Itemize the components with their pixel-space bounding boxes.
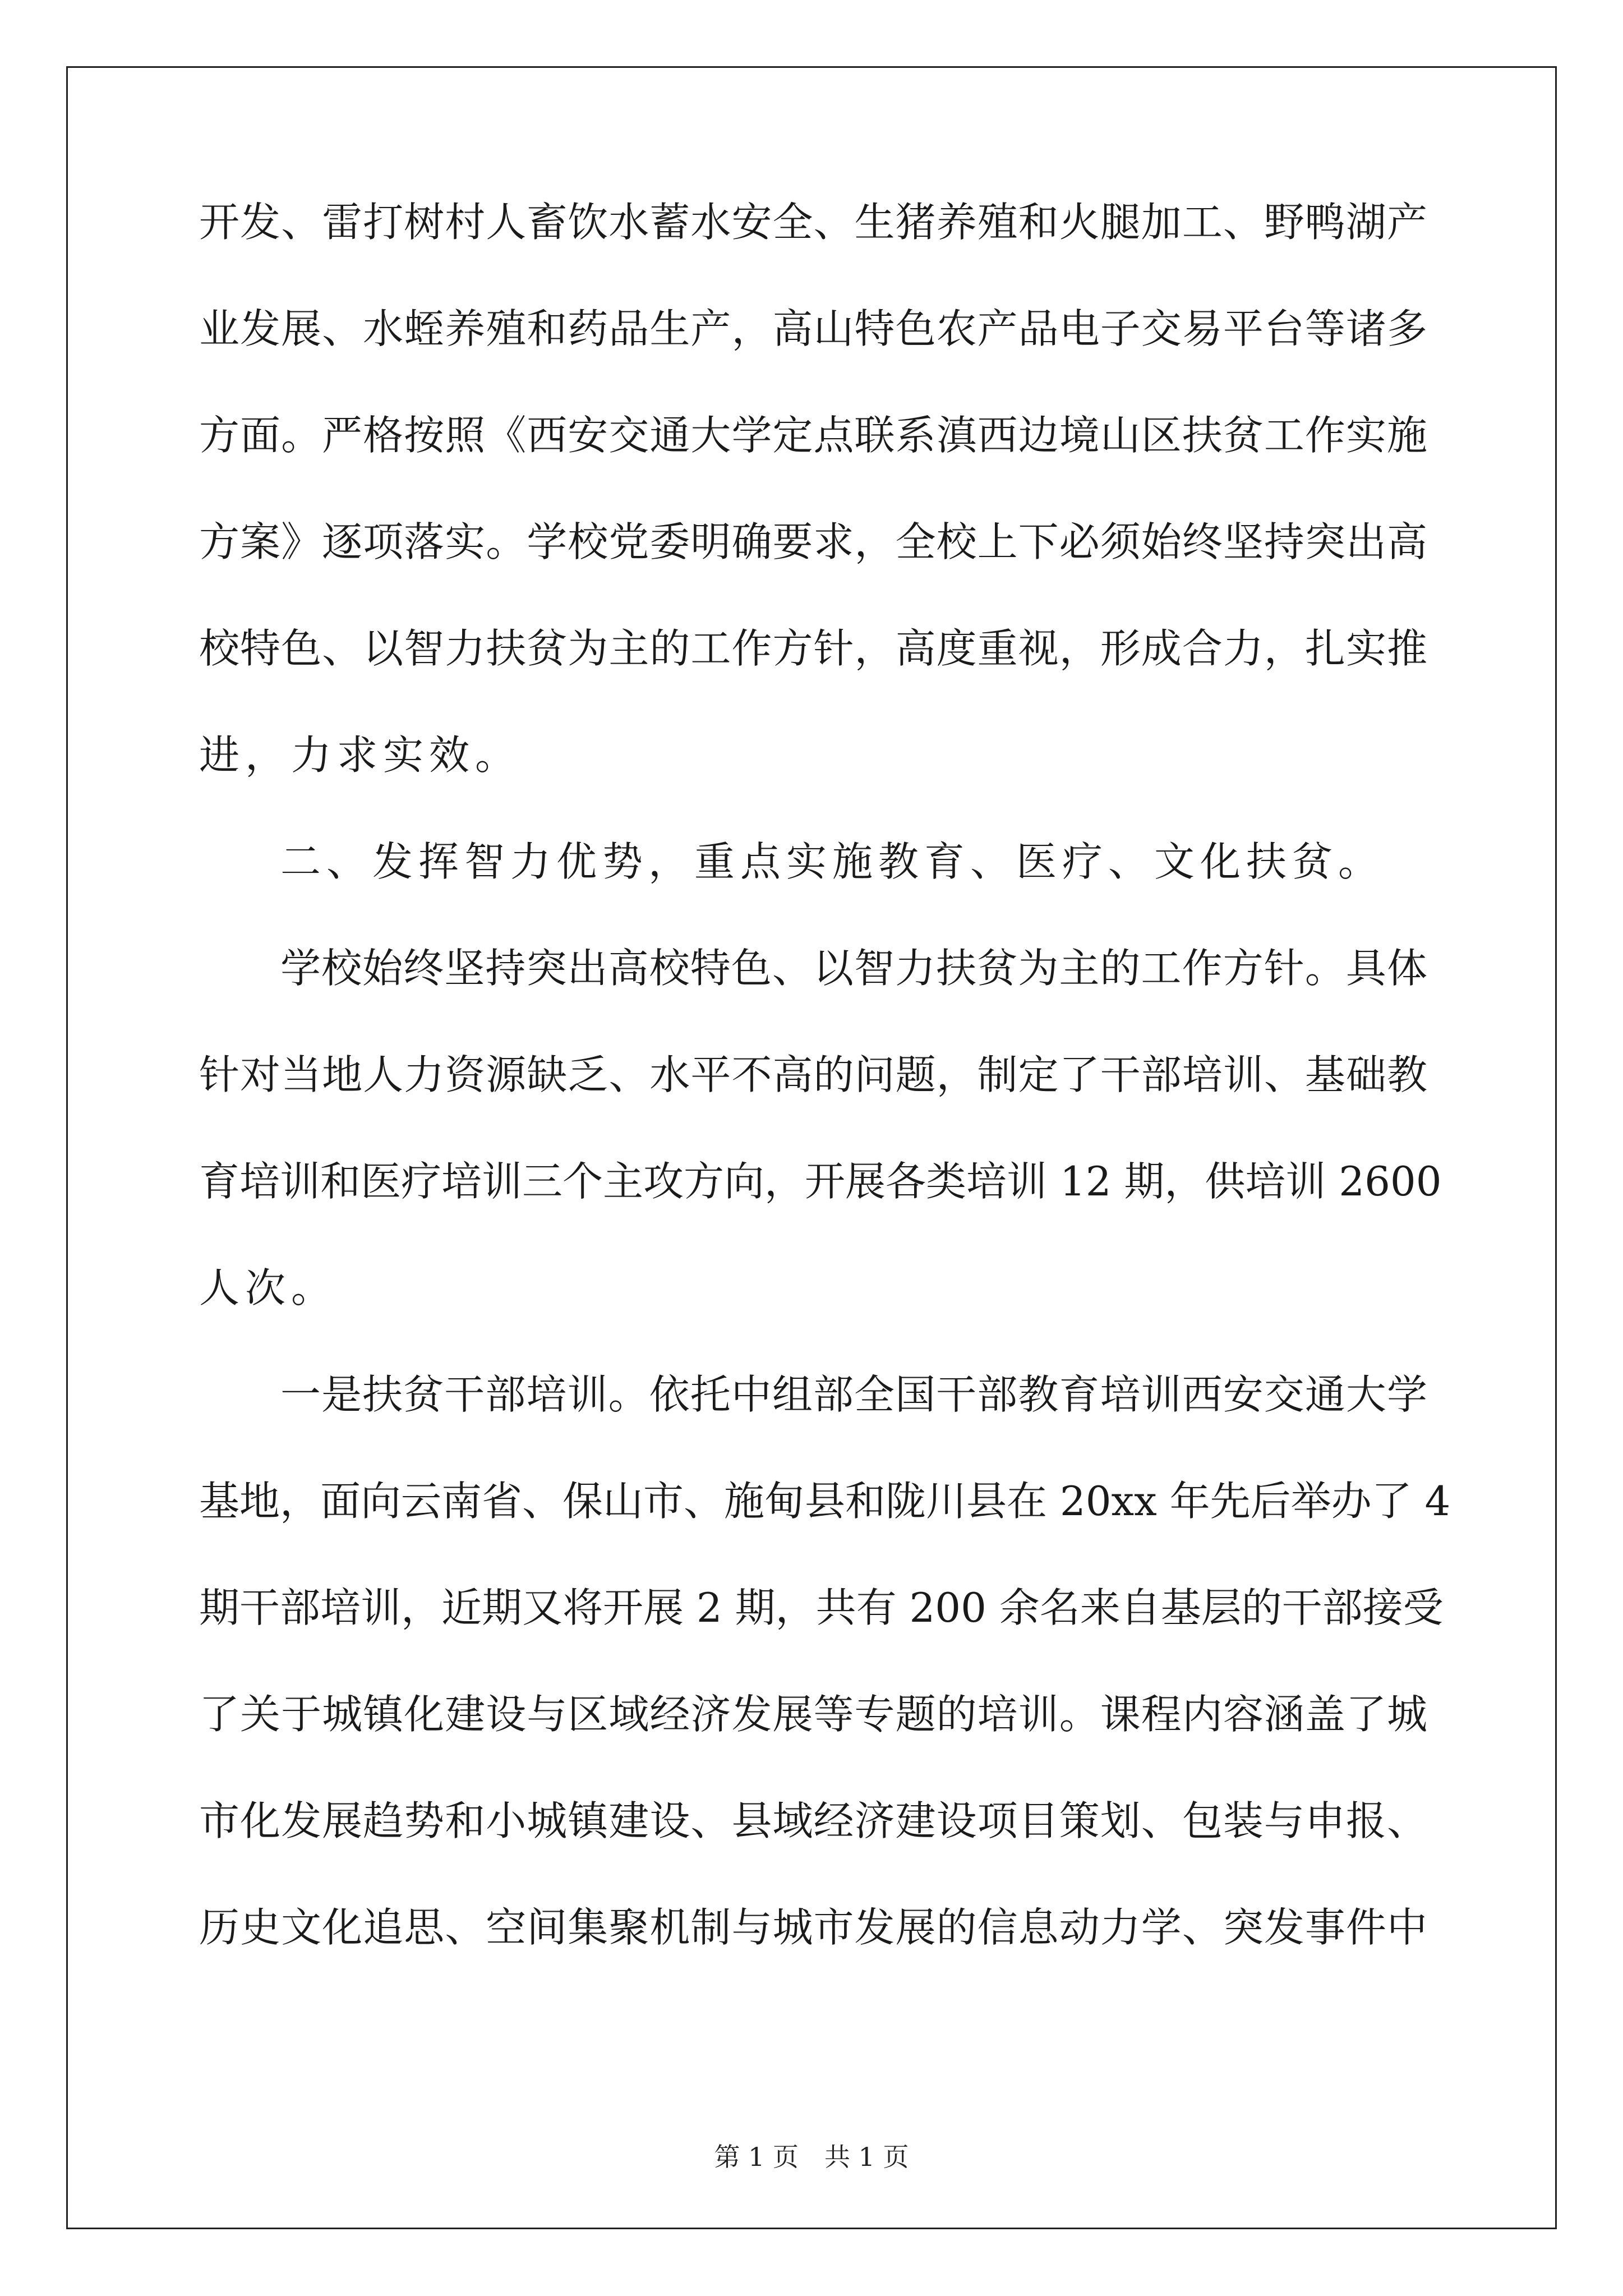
- text-line: 育培训和医疗培训三个主攻方向，开展各类培训 12 期，供培训 2600: [199, 1158, 1442, 1205]
- text-line: 针对当地人力资源缺乏、水平不高的问题，制定了干部培训、基础教: [199, 1051, 1427, 1098]
- text-line: 学校始终坚持突出高校特色、以智力扶贫为主的工作方针。具体: [280, 945, 1427, 992]
- text-line: 方案》逐项落实。学校党委明确要求，全校上下必须始终坚持突出高: [199, 518, 1427, 565]
- text-line: 业发展、水蛭养殖和药品生产，高山特色农产品电子交易平台等诸多: [199, 305, 1427, 352]
- text-line: 进，力求实效。: [199, 731, 522, 779]
- text-line: 一是扶贫干部培训。依托中组部全国干部教育培训西安交通大学: [280, 1371, 1427, 1418]
- text-line: 了关于城镇化建设与区域经济发展等专题的培训。课程内容涵盖了城: [199, 1691, 1427, 1738]
- text-line: 历史文化追思、空间集聚机制与城市发展的信息动力学、突发事件中: [199, 1904, 1427, 1951]
- text-line: 期干部培训，近期又将开展 2 期，共有 200 余名来自基层的干部接受: [199, 1584, 1444, 1631]
- text-line: 市化发展趋势和小城镇建设、县域经济建设项目策划、包装与申报、: [199, 1797, 1427, 1844]
- page-number: 第 1 页 共 1 页: [714, 2142, 909, 2172]
- section-heading: 二、发挥智力优势，重点实施教育、医疗、文化扶贫。: [280, 838, 1385, 885]
- text-line: 人次。: [199, 1264, 338, 1312]
- text-line: 开发、雷打树村人畜饮水蓄水安全、生猪养殖和火腿加工、野鸭湖产: [199, 199, 1427, 246]
- text-line: 方面。严格按照《西安交通大学定点联系滇西边境山区扶贫工作实施: [199, 412, 1427, 459]
- text-line: 校特色、以智力扶贫为主的工作方针，高度重视，形成合力，扎实推: [199, 625, 1427, 672]
- text-line: 基地，面向云南省、保山市、施甸县和陇川县在 20xx 年先后举办了 4: [199, 1478, 1451, 1525]
